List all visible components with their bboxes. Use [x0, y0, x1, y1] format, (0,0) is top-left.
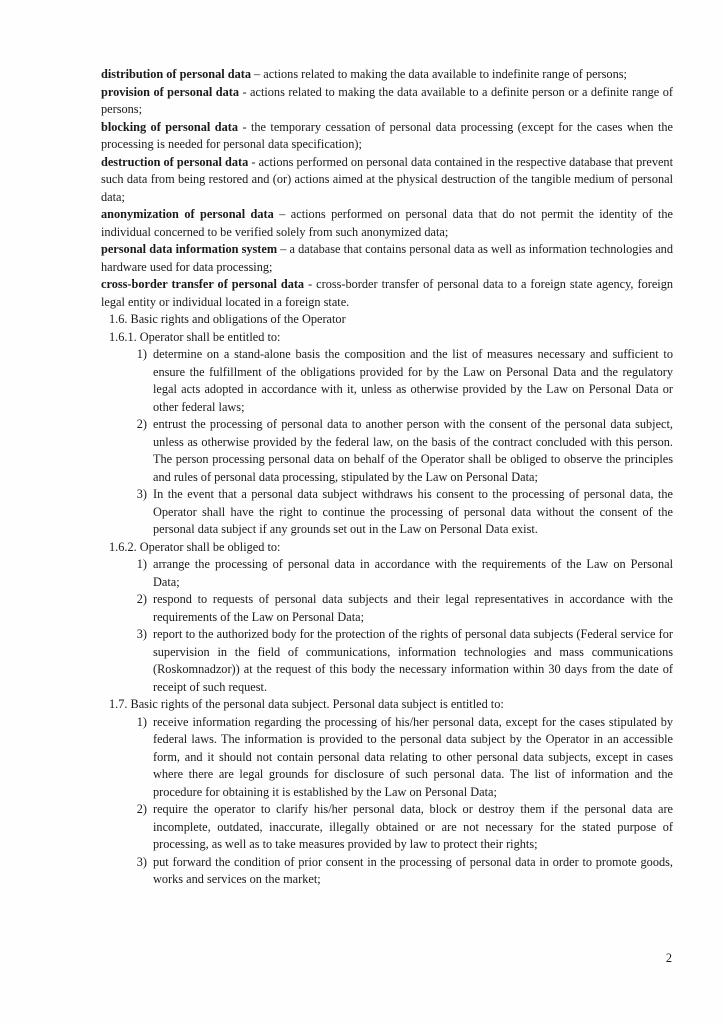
list-marker: 3): [136, 487, 147, 501]
list-item: [101, 626, 673, 696]
definition-paragraph: [101, 154, 673, 207]
list-item: [101, 854, 673, 889]
definition-body: – actions performed on personal data that do not permit the identity of the individual concerned to be verified solely from such anonymized data;: [101, 207, 673, 239]
section-heading-1-6: 1.6. Basic rights and obligations of the Operator: [109, 312, 346, 326]
list-marker: 2): [136, 592, 147, 606]
list-item-text: determine on a stand-alone basis the composition and the list of measures necessary and sufficient to ensure the fulfillment of the obligations provided for by the Law on Personal Data and the regulatory legal acts adopted in accordance with it, unless as otherwise provided by the Law on Personal Data or other federal laws;: [153, 347, 673, 414]
definition-paragraph: [101, 276, 673, 311]
list-marker: 1): [136, 557, 147, 571]
list-item: [101, 801, 673, 854]
subsection-heading-1-6-2: 1.6.2. Operator shall be obliged to:: [109, 539, 281, 554]
definition-term: cross-border transfer of personal data: [101, 277, 305, 291]
definition-body: – a database that contains personal data as well as information technologies and hardware used for data processing;: [101, 242, 673, 274]
definition-term: destruction of personal data: [101, 154, 249, 169]
list-item-text: arrange the processing of personal data in accordance with the requirements of the Law on Personal Data;: [153, 557, 673, 589]
list-item-text: entrust the processing of personal data to another person with the consent of the personal data subject, unless as otherwise provided by the federal law, on the basis of the contract concluded with this person. The person processing personal data on behalf of the Operator shall be obliged to observe the principles and rules of personal data processing, stipulated by the Law on Personal Data;: [153, 417, 673, 484]
definition-paragraph: [101, 119, 673, 154]
list-marker: 2): [136, 802, 147, 816]
list-marker: 3): [136, 627, 147, 641]
definition-paragraph: [101, 206, 673, 241]
list-item-text: require the operator to clarify his/her personal data, block or destroy them if the personal data are incomplete, outdated, inaccurate, illegally obtained or are not necessary for the stated purpose of processing, as well as to take measures provided by law to protect their rights;: [153, 802, 673, 851]
list-item: [101, 346, 673, 416]
list-item: [101, 416, 673, 486]
section-heading-1-7: 1.7. Basic rights of the personal data subject. Personal data subject is entitled to:: [109, 697, 504, 711]
definition-term: personal data information system: [101, 242, 278, 256]
definition-term: blocking of personal data: [101, 119, 238, 134]
list-item-text: respond to requests of personal data subjects and their legal representatives in accordance with the requirements of the Law on Personal Data;: [153, 592, 673, 624]
definition-paragraph: [101, 66, 673, 84]
list-item: [101, 486, 673, 539]
definition-body: – actions related to making the data available to indefinite range of persons;: [250, 67, 627, 81]
list-item-text: In the event that a personal data subject withdraws his consent to the processing of personal data, the Operator shall have the right to continue the processing of personal data without the consent of the personal data subject if any grounds set out in the Law on Personal Data exist.: [153, 487, 673, 536]
subsection-heading-1-6-1: 1.6.1. Operator shall be entitled to:: [109, 329, 281, 344]
document-body: [101, 66, 673, 889]
list-marker: 2): [136, 417, 147, 431]
page-number: 2: [665, 951, 672, 965]
definition-term: anonymization of personal data: [101, 207, 274, 221]
definition-term: provision of personal data: [101, 84, 239, 99]
list-item-text: receive information regarding the processing of his/her personal data, except for the cases stipulated by federal laws. The information is provided to the personal data subject by the Operator in an accessible form, and it should not contain personal data relating to other personal data subjects, except in cases where there are legal grounds for disclosure of such personal data. The list of information and the procedure for obtaining it is established by the Law on Personal Data;: [153, 714, 673, 799]
definition-term: distribution of personal data: [101, 67, 251, 81]
definition-body: - the temporary cessation of personal data processing (except for the cases when the processing is needed for personal data specification);: [101, 119, 673, 151]
definition-body: - cross-border transfer of personal data to a foreign state agency, foreign legal entity or individual located in a foreign state.: [101, 277, 673, 309]
list-item: [101, 714, 673, 802]
definition-body: - actions related to making the data available to a definite person or a definite range of persons;: [101, 84, 673, 116]
list-marker: 1): [136, 714, 147, 729]
list-item: [101, 591, 673, 626]
list-marker: 3): [136, 854, 147, 869]
definition-body: - actions performed on personal data contained in the respective database that prevent such data from being restored and (or) actions aimed at the physical destruction of the tangible medium of personal data;: [101, 154, 673, 204]
definition-paragraph: [101, 84, 673, 119]
list-item: [101, 556, 673, 591]
list-item-text: put forward the condition of prior consent in the processing of personal data in order to promote goods, works and services on the market;: [153, 854, 673, 886]
list-marker: 1): [136, 347, 147, 361]
list-item-text: report to the authorized body for the protection of the rights of personal data subjects (Federal service for supervision in the field of communications, information technologies and mass communications (Roskomnadzor)) at the request of this body the necessary information within 30 days from the date of receipt of such request.: [153, 627, 673, 694]
definition-paragraph: [101, 241, 673, 276]
